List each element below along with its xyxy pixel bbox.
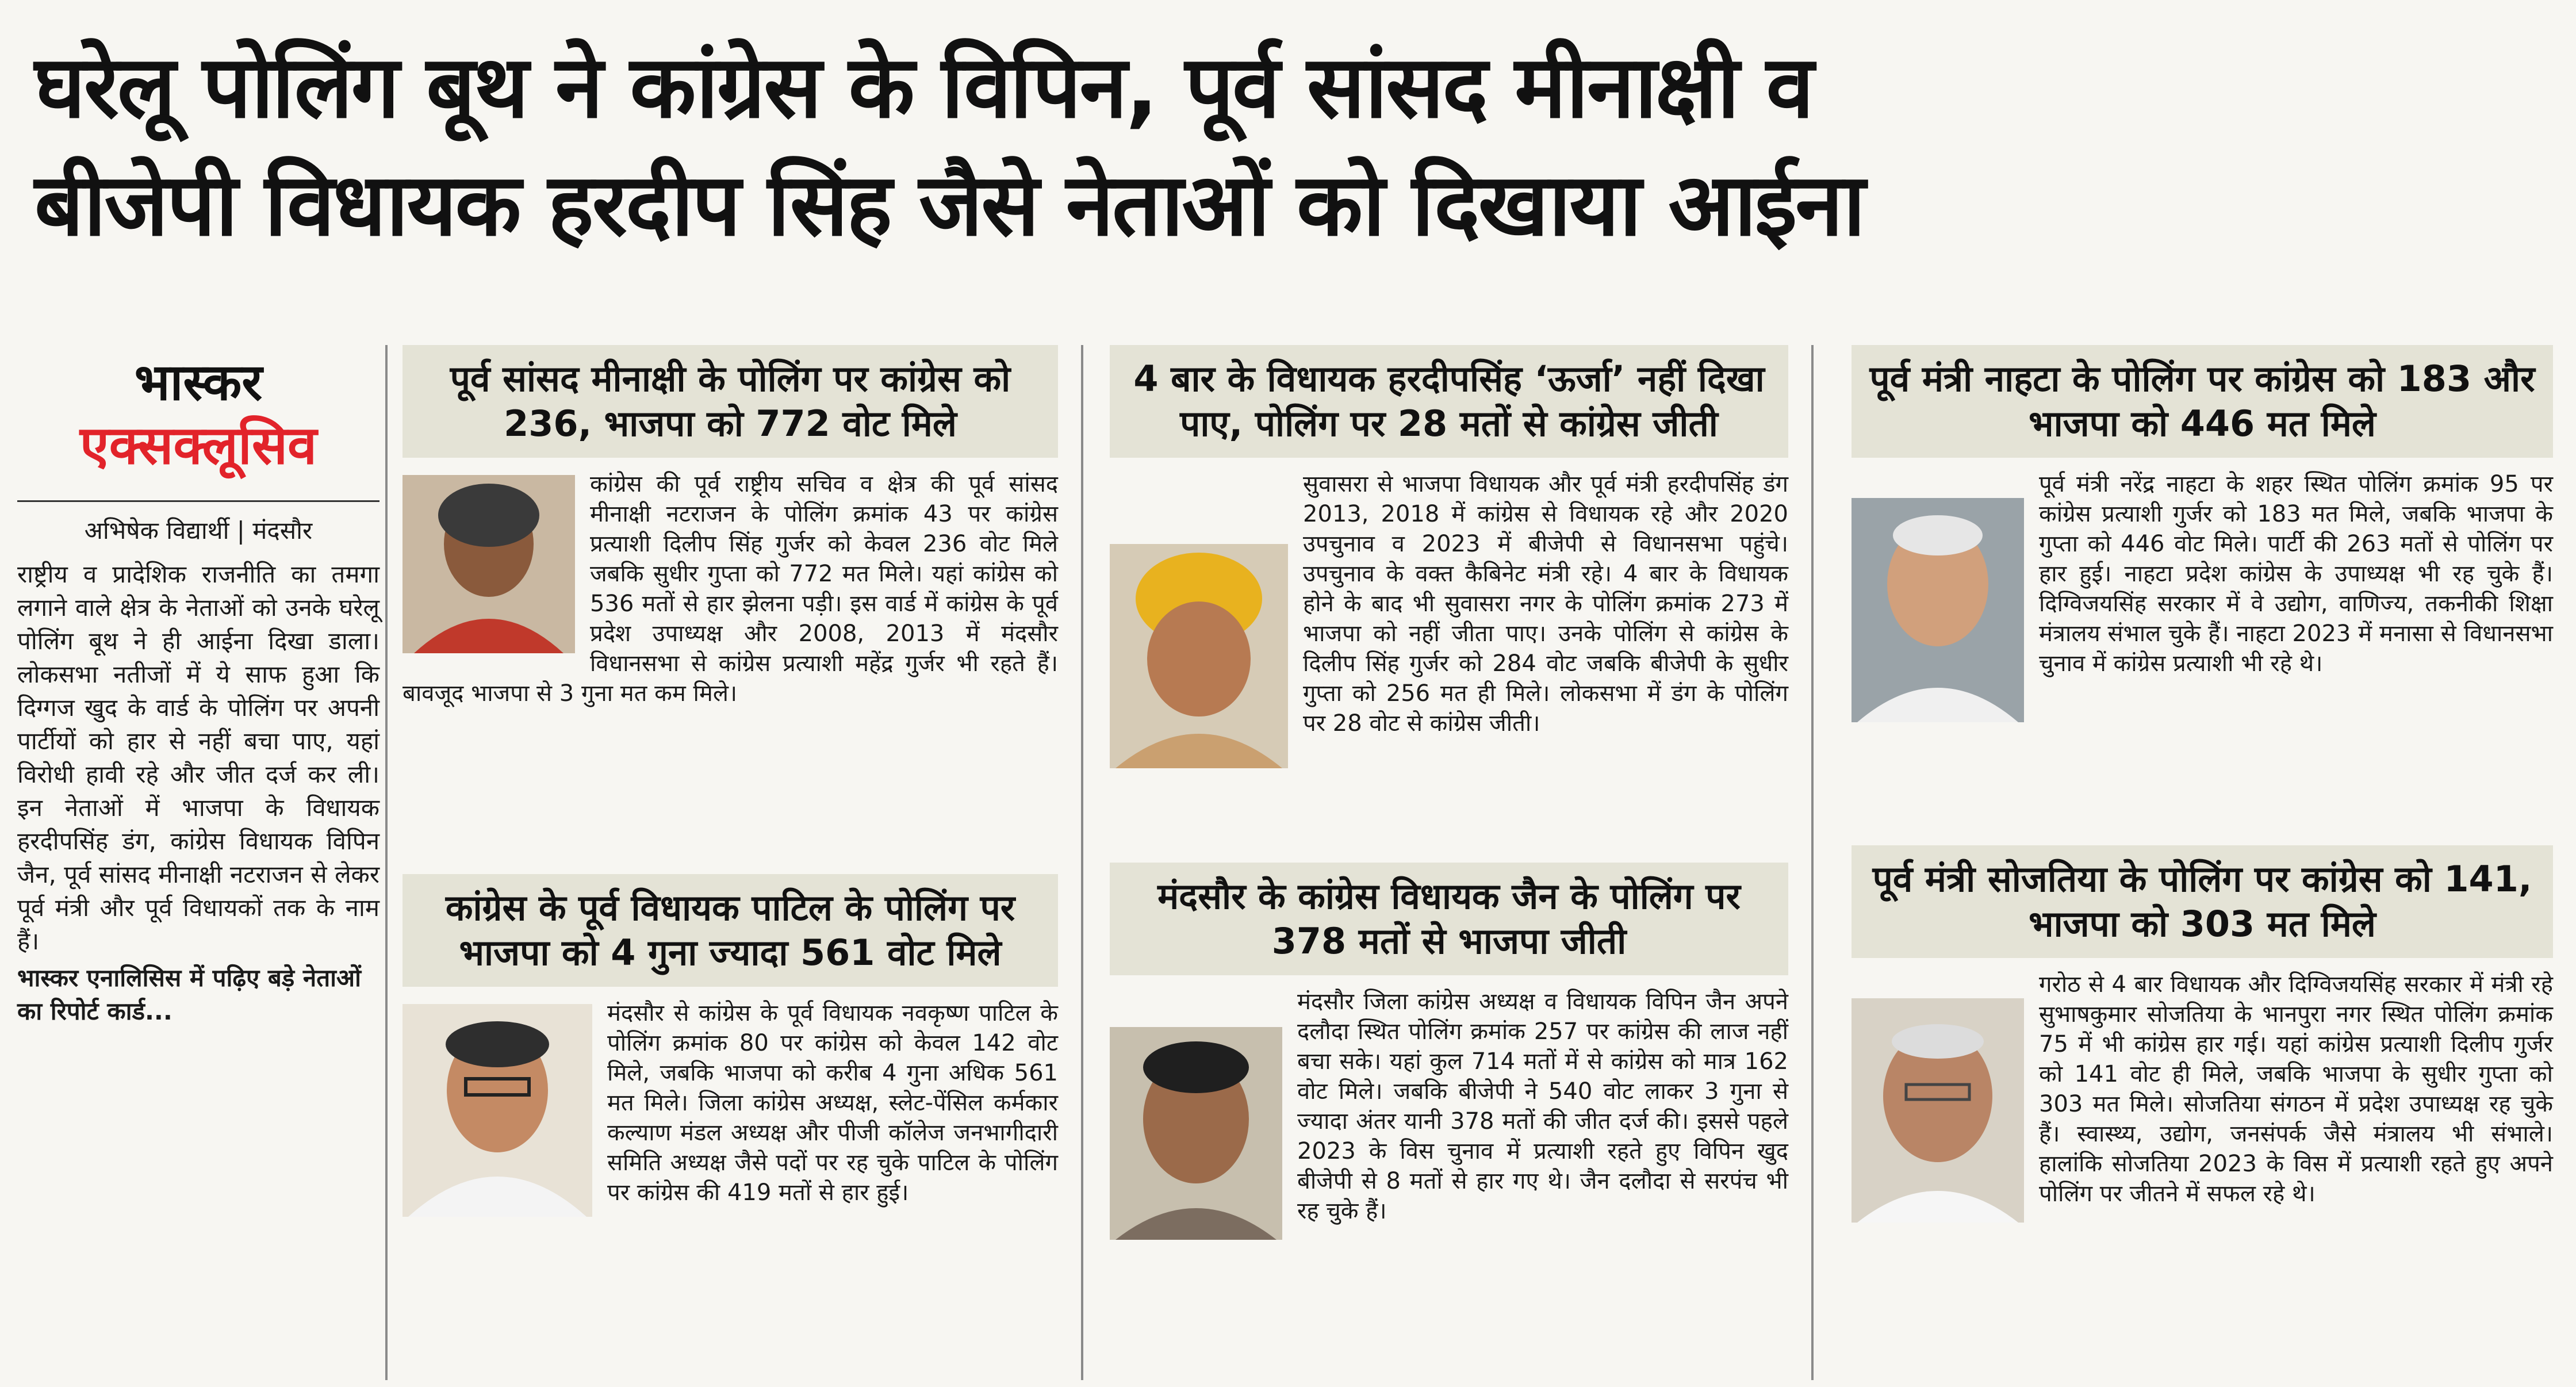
story-body: मंदसौर से कांग्रेस के पूर्व विधायक नवकृष्ण पाटिल के पोलिंग क्रमांक 80 पर कांग्रेस को केवल 142 वोट मिले, जबकि भाजपा को करीब 4 गुना अधिक 561 मत मिले। जिला कांग्रेस अध्यक्ष, स्लेट-पेंसिल कर्मकार कल्याण मंडल अध्यक्ष और पीजी कॉलेज जनभागीदारी समिति अध्यक्ष जैसे पदों पर रह चुके पाटिल के पोलिंग पर कांग्रेस की 419 मतों से हार हुई। <box>607 1000 1058 1206</box>
story-headline: मंदसौर के कांग्रेस विधायक जैन के पोलिंग पर 378 मतों से भाजपा जीती <box>1110 863 1788 975</box>
story-headline: 4 बार के विधायक हरदीपसिंह ‘ऊर्जा’ नहीं दिखा पाए, पोलिंग पर 28 मतों से कांग्रेस जीती <box>1110 345 1788 458</box>
portrait-icon <box>402 475 575 653</box>
headline-line-2: बीजेपी विधायक हरदीप सिंह जैसे नेताओं को दिखाया आईना <box>34 155 1864 255</box>
column-rule-2 <box>1081 345 1083 1380</box>
portrait-icon <box>1851 998 2024 1223</box>
photo-patil <box>402 1004 592 1217</box>
brand-exclusive: एक्सक्लूसिव <box>79 415 317 476</box>
story-patil <box>402 874 1058 1223</box>
sidebar-column <box>17 351 379 1028</box>
brand-bhaskar: भास्कर <box>134 353 263 412</box>
portrait-icon <box>1110 1027 1282 1240</box>
story-headline: कांग्रेस के पूर्व विधायक पाटिल के पोलिंग पर भाजपा को 4 गुना ज्यादा 561 वोट मिले <box>402 874 1058 987</box>
story-body: कांग्रेस की पूर्व राष्ट्रीय सचिव व क्षेत्र की पूर्व सांसद मीनाक्षी नटराजन के पोलिंग क्रमांक 43 पर कांग्रेस प्रत्याशी दिलीप सिंह गुर्जर को केवल 236 वोट मिले जबकि सुधीर गुप्ता को 772 मत मिले। यहां कांग्रेस को 536 मतों से हार झेलना पड़ी। इस वार्ड में कांग्रेस के पूर्व प्रदेश उपाध्यक्ष और 2008, 2013 में मंदसौर विधानसभा से कांग्रेस प्रत्याशी महेंद्र गुर्जर भी रहते हैं। बावजूद भाजपा से 3 गुना मत कम मिले। <box>402 471 1058 707</box>
story-sojatiya <box>1851 845 2553 1228</box>
story-body-wrap <box>1110 975 1788 1226</box>
story-body-wrap <box>1851 458 2553 679</box>
byline: अभिषेक विद्यार्थी | मंदसौर <box>17 500 379 546</box>
story-body-wrap <box>1110 458 1788 738</box>
photo-meenakshi <box>402 475 575 653</box>
story-headline: पूर्व मंत्री नाहटा के पोलिंग पर कांग्रेस को 183 और भाजपा को 446 मत मिले <box>1851 345 2553 458</box>
column-rule-1 <box>385 345 388 1380</box>
story-body-wrap <box>1851 958 2553 1209</box>
story-dang <box>1110 345 1788 774</box>
headline-line-1: घरेलू पोलिंग बूथ ने कांग्रेस के विपिन, पूर्व सांसद मीनाक्षी व <box>34 37 1812 137</box>
story-headline: पूर्व सांसद मीनाक्षी के पोलिंग पर कांग्रेस को 236, भाजपा को 772 वोट मिले <box>402 345 1058 458</box>
story-nahta <box>1851 345 2553 728</box>
story-body: गरोठ से 4 बार विधायक और दिग्विजयसिंह सरकार में मंत्री रहे सुभाषकुमार सोजतिया के भानपुरा नगर स्थित पोलिंग क्रमांक 75 में भी कांग्रेस हार गई। यहां कांग्रेस प्रत्याशी दिलीप गुर्जर को 141 वोट ही मिले, जबकि भाजपा के सुधीर गुप्ता को 303 मत मिले। सोजतिया संगठन में प्रदेश उपाध्यक्ष रह चुके हैं। स्वास्थ्य, उद्योग, जनसंपर्क जैसे मंत्रालय भी संभाले। हालांकि सोजतिया 2023 के विस में प्रत्याशी रहते हुए अपने पोलिंग पर जीतने में सफल रहे थे। <box>2039 971 2553 1207</box>
photo-sojatiya <box>1851 998 2024 1223</box>
photo-nahta <box>1851 498 2024 722</box>
main-headline <box>34 29 2542 265</box>
column-rule-3 <box>1811 345 1814 1380</box>
portrait-icon <box>1110 544 1288 768</box>
story-body: सुवासरा से भाजपा विधायक और पूर्व मंत्री हरदीपसिंह डंग 2013, 2018 में कांग्रेस से विधायक रहे और 2020 उपचुनाव व 2023 में बीजेपी से विधानसभा पहुंचे। उपचुनाव के वक्त कैबिनेट मंत्री रहे। 4 बार के विधायक होने के बाद भी सुवासरा नगर के पोलिंग क्रमांक 273 में भाजपा को नहीं जीता पाए। उनके पोलिंग से कांग्रेस के दिलीप सिंह गुर्जर को 284 वोट जबकि बीजेपी के सुधीर गुप्ता को 256 मत ही मिले। लोकसभा में डंग के पोलिंग पर 28 वोट से कांग्रेस जीती। <box>1303 471 1788 737</box>
portrait-icon <box>402 1004 592 1217</box>
story-body-wrap <box>402 458 1058 708</box>
story-headline: पूर्व मंत्री सोजतिया के पोलिंग पर कांग्रेस को 141, भाजपा को 303 मत मिले <box>1851 845 2553 958</box>
lead-paragraph: राष्ट्रीय व प्रादेशिक राजनीति का तमगा लगाने वाले क्षेत्र के नेताओं को उनके घरेलू पोलिंग बूथ ने ही आईना दिखा डाला। लोकसभा नतीजों में ये साफ हुआ कि दिग्गज खुद के वार्ड के पोलिंग पर अपनी पार्टीयों को हार से नहीं बचा पाए, यहां विरोधी हावी रहे और जीत दर्ज कर ली। इन नेताओं में भाजपा के विधायक हरदीपसिंह डंग, कांग्रेस विधायक विपिन जैन, पूर्व सांसद मीनाक्षी नटराजन से लेकर पूर्व मंत्री और पूर्व विधायकों तक के नाम हैं। <box>17 560 379 955</box>
portrait-icon <box>1851 498 2024 722</box>
story-body: पूर्व मंत्री नरेंद्र नाहटा के शहर स्थित पोलिंग क्रमांक 95 पर कांग्रेस प्रत्याशी गुर्जर को 183 मत मिले, जबकि भाजपा के गुप्ता को 446 वोट मिले। पार्टी की 263 मतों से पोलिंग पर हार हुई। नाहटा प्रदेश कांग्रेस के उपाध्यक्ष भी रह चुके हैं। दिग्विजयसिंह सरकार में वे उद्योग, वाणिज्य, तकनीकी शिक्षा मंत्रालय संभाल चुके हैं। नाहटा 2023 में मनासा से विधानसभा चुनाव में कांग्रेस प्रत्याशी भी रहे थे। <box>2039 471 2553 677</box>
photo-jain <box>1110 1027 1282 1240</box>
story-jain <box>1110 863 1788 1246</box>
analysis-teaser: भास्कर एनालिसिस में पढ़िए बड़े नेताओं का रिपोर्ट कार्ड... <box>17 964 361 1025</box>
story-body: मंदसौर जिला कांग्रेस अध्यक्ष व विधायक विपिन जैन अपने दलौदा स्थित पोलिंग क्रमांक 257 पर कांग्रेस की लाज नहीं बचा सके। यहां कुल 714 मतों में से कांग्रेस को मात्र 162 वोट मिले। जबकि बीजेपी ने 540 वोट लाकर 3 गुना से ज्यादा अंतर यानी 378 मतों की जीत दर्ज की। इससे पहले 2023 के विस चुनाव में प्रत्याशी रहते हुए विपिन खुद बीजेपी से 8 मतों से हार गए थे। जैन दलौदा से सरपंच भी रह चुके हैं। <box>1297 988 1788 1224</box>
photo-dang <box>1110 544 1288 768</box>
story-body-wrap <box>402 987 1058 1208</box>
story-meenakshi <box>402 345 1058 708</box>
